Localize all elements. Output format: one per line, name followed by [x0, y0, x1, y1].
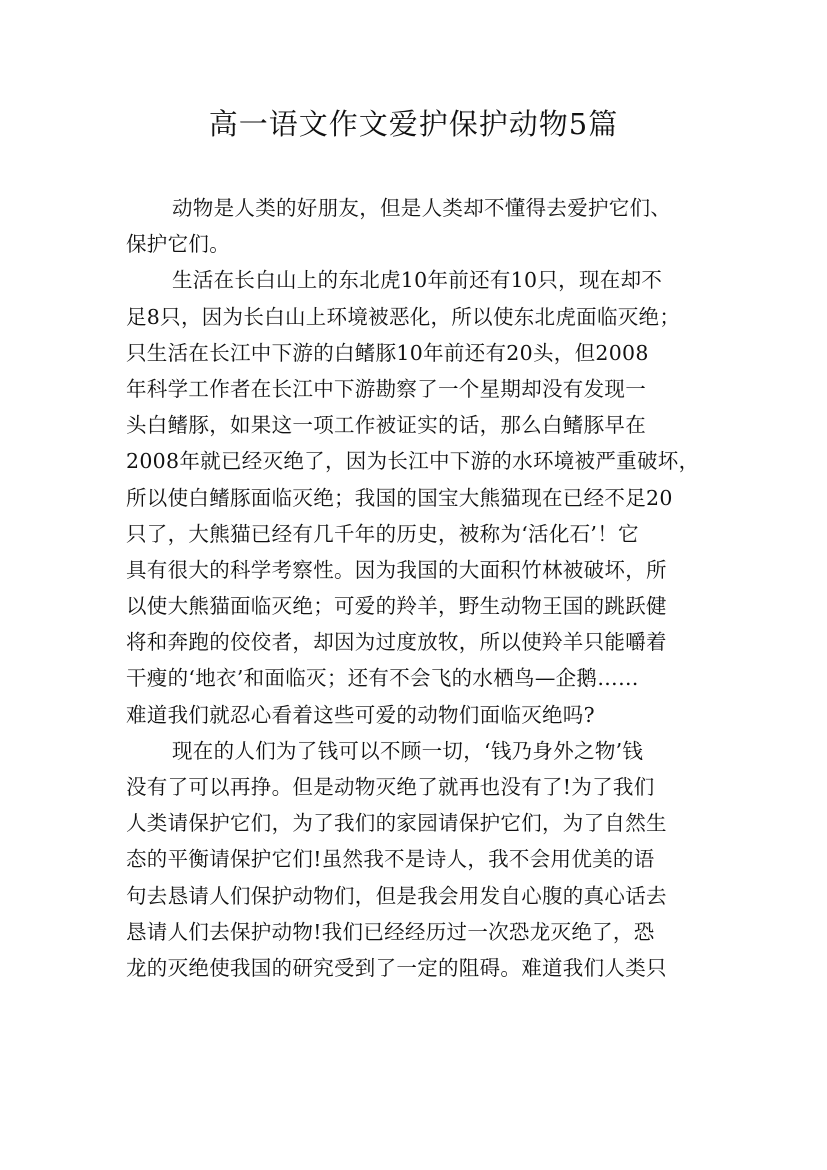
text-line: 将和奔跑的佼佼者，却因为过度放牧，所以使羚羊只能嚼着 — [126, 630, 667, 655]
text-line: 足8只，因为长白山上环境被恶化，所以使东北虎面临灭绝； — [126, 304, 681, 329]
document-title: 高一语文作文爱护保护动物5篇 — [208, 107, 619, 141]
text-line: 头白鳍豚，如果这一项工作被证实的话，那么白鳍豚早在 — [126, 413, 646, 438]
text-line: 难道我们就忍心看着这些可爱的动物们面临灭绝吗? — [126, 702, 595, 727]
text-line: 保护它们。 — [126, 232, 230, 257]
text-line: 动物是人类的好朋友，但是人类却不懂得去爱护它们、 — [172, 196, 672, 220]
text-line: 龙的灭绝使我国的研究受到了一定的阻碍。难道我们人类只 — [126, 955, 667, 980]
text-line: 干瘦的‘地衣’和面临灭；还有不会飞的水栖鸟—企鹅…… — [126, 666, 639, 691]
text-line: 句去恳请人们保护动物们，但是我会用发自心腹的真心话去 — [126, 883, 667, 908]
text-line: 以使大熊猫面临灭绝；可爱的羚羊，野生动物王国的跳跃健 — [126, 594, 667, 619]
text-line: 只生活在长江中下游的白鳍豚10年前还有20头，但2008 — [126, 340, 649, 365]
text-line: 态的平衡请保护它们!虽然我不是诗人，我不会用优美的语 — [126, 847, 655, 872]
text-line: 具有很大的科学考察性。因为我国的大面积竹林被破坏，所 — [126, 557, 667, 582]
text-line: 只了，大熊猫已经有几千年的历史，被称为‘活化石’！它 — [126, 521, 639, 546]
text-line: 人类请保护它们，为了我们的家园请保护它们，为了自然生 — [126, 811, 667, 836]
text-line: 2008年就已经灭绝了，因为长江中下游的水环境被严重破坏， — [126, 449, 700, 474]
document-body — [126, 190, 706, 986]
text-line: 生活在长白山上的东北虎10年前还有10只，现在却不 — [172, 268, 663, 293]
text-line: 所以使白鳍豚面临灭绝；我国的国宝大熊猫现在已经不足20 — [126, 485, 673, 510]
text-line: 没有了可以再挣。但是动物灭绝了就再也没有了!为了我们 — [126, 775, 655, 799]
text-line: 年科学工作者在长江中下游勘察了一个星期却没有发现一 — [126, 376, 646, 401]
text-line: 现在的人们为了钱可以不顾一切，‘钱乃身外之物’钱 — [172, 738, 644, 763]
text-line: 恳请人们去保护动物!我们已经经历过一次恐龙灭绝了，恐 — [126, 919, 655, 944]
